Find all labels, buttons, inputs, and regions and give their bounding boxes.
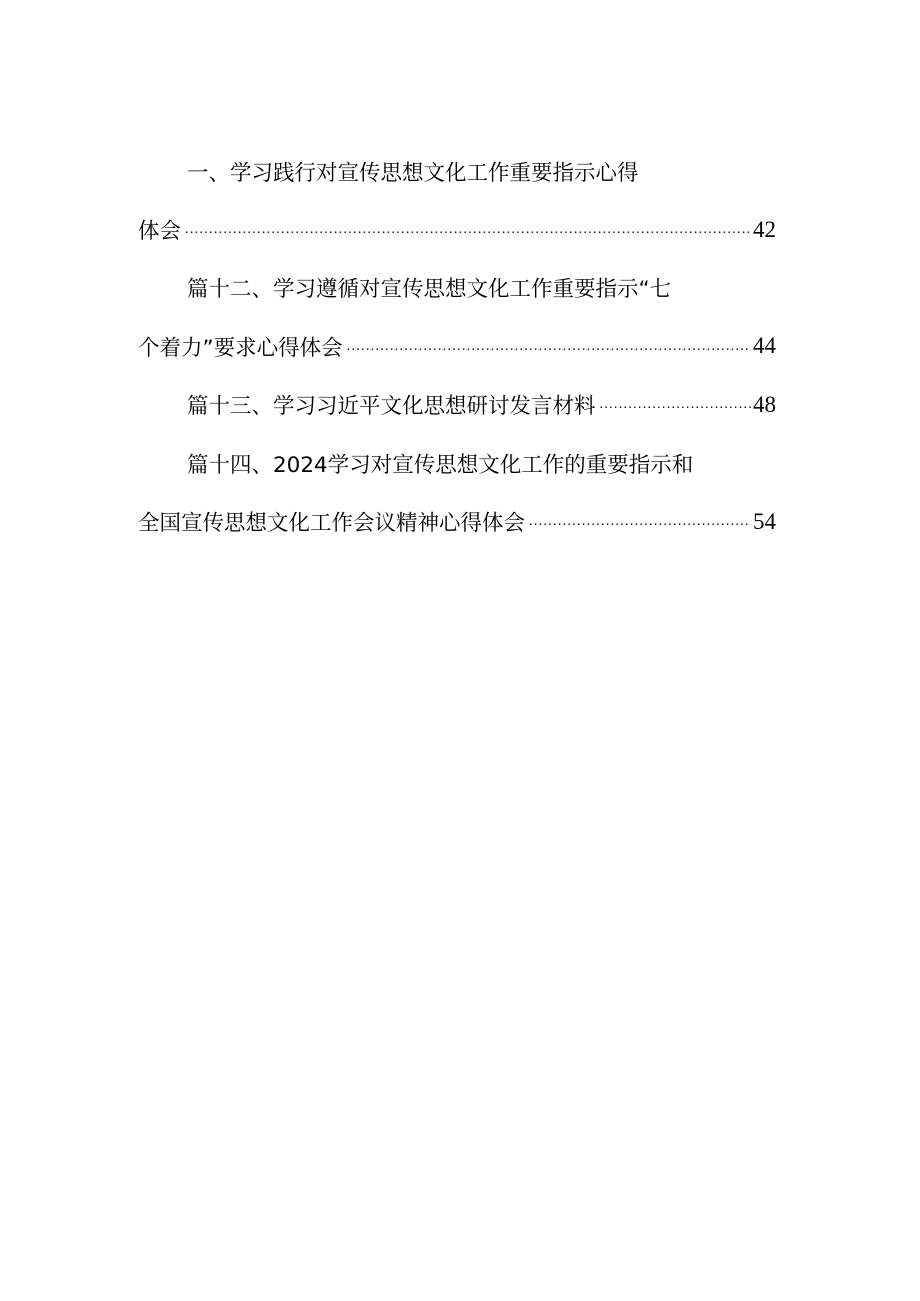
table-of-contents (138, 142, 776, 551)
toc-page-number: 42 (753, 216, 776, 242)
toc-entry-title-continued: 全国宣传思想文化工作会议精神心得体会 (138, 511, 526, 537)
toc-entry-title-continued: 体会 (138, 219, 182, 245)
toc-entry-title: 篇十二、学习遵循对宣传思想文化工作重要指示“七 (187, 277, 672, 303)
toc-page-number: 48 (753, 391, 776, 417)
dot-leader (347, 336, 751, 358)
toc-entry-1-line-2[interactable] (138, 200, 776, 258)
dot-leader (529, 511, 751, 533)
toc-entry-title: 一、学习践行对宣传思想文化工作重要指示心得 (187, 160, 639, 186)
toc-page-number: 54 (753, 508, 776, 534)
toc-page-number: 44 (753, 333, 776, 359)
toc-entry-title: 篇十四、2024学习对宣传思想文化工作的重要指示和 (187, 452, 694, 478)
toc-entry-3[interactable] (138, 376, 776, 434)
toc-entry-1-line-1[interactable] (138, 142, 776, 200)
toc-entry-2-line-2[interactable] (138, 317, 776, 375)
toc-entry-title: 篇十三、学习习近平文化思想研讨发言材料 (187, 394, 596, 420)
toc-entry-4-line-1[interactable] (138, 434, 776, 492)
toc-entry-4-line-2[interactable] (138, 492, 776, 550)
dot-leader (600, 394, 751, 416)
toc-entry-title-continued: 个着力”要求心得体会 (138, 335, 343, 361)
dot-leader (185, 219, 751, 241)
toc-entry-2-line-1[interactable] (138, 259, 776, 317)
